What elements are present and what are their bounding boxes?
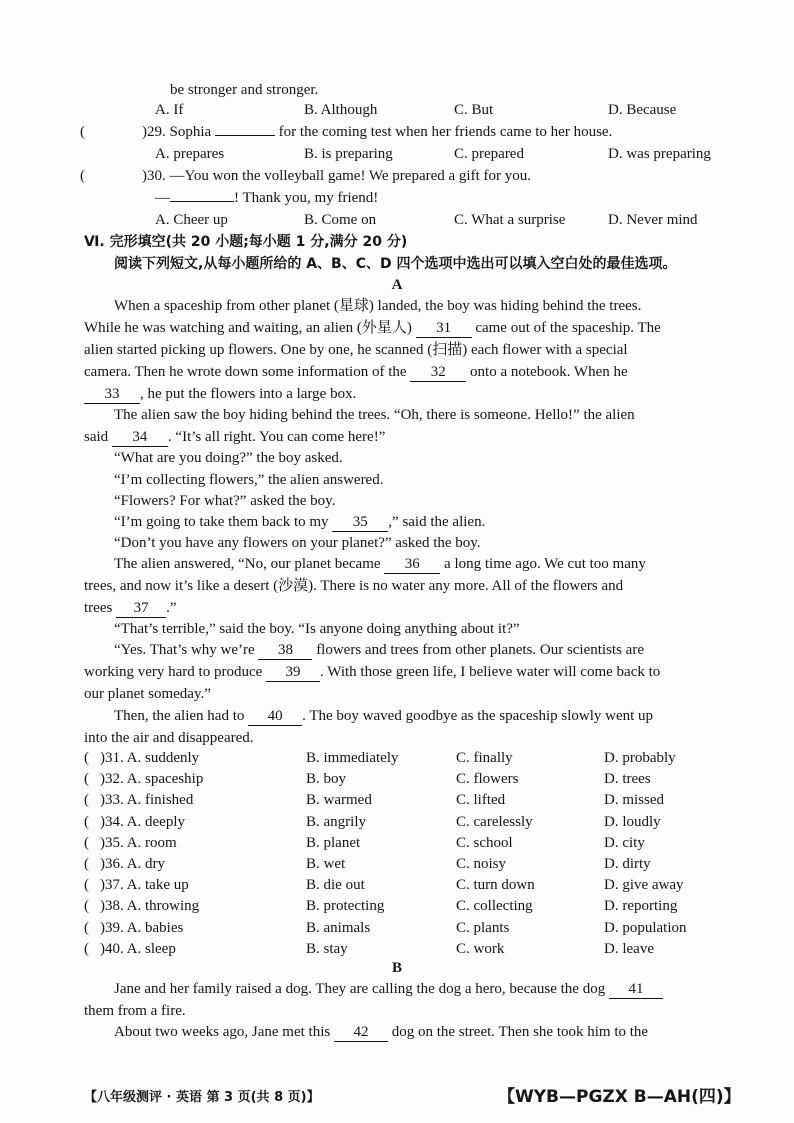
q38-option-a: )38. A. throwing (100, 898, 200, 915)
text-fragment: The alien answered, “No, our planet became (114, 556, 381, 572)
q36-option-d: D. dirty (604, 856, 651, 872)
passage-a-line-2 (84, 318, 661, 338)
q29-paren: ( (80, 124, 85, 140)
q29-stem (142, 122, 612, 142)
q39-option-c: C. plants (456, 919, 510, 936)
blank-37[interactable]: 37 (116, 600, 166, 618)
passage-a-line-6: The alien saw the boy hiding behind the trees. “Oh, there is someone. Hello!” the alien (114, 407, 635, 423)
q32-option-a: )32. A. spaceship (100, 771, 204, 788)
text-fragment: .” (166, 600, 177, 616)
q38-option-c: C. collecting (456, 898, 533, 915)
q33-option-a: )33. A. finished (100, 792, 194, 809)
q37-option-d: D. give away (604, 877, 684, 894)
passage-b-line-1 (114, 979, 663, 999)
q36-option-c: C. noisy (456, 856, 507, 872)
q29-option-b: B. is preparing (304, 146, 393, 162)
q35-option-b: B. planet (306, 834, 361, 851)
q33-option-b: B. warmed (306, 792, 372, 809)
passage-a-line-8: “What are you doing?” the boy asked. (114, 450, 343, 466)
blank-40[interactable]: 40 (248, 708, 302, 726)
passage-a-line-4 (84, 362, 628, 382)
q34-answer-paren[interactable]: ( (84, 813, 89, 830)
q37-option-a: )37. A. take up (100, 877, 189, 894)
q30-option-d: D. Never mind (608, 212, 698, 228)
text-fragment: . With those green life, I believe water will come back to (320, 664, 661, 680)
section-instruction: 阅读下列短文,从每小题所给的 A、B、C、D 四个选项中选出可以填入空白处的最佳选项。 (114, 256, 677, 272)
q33-option-d: D. missed (604, 792, 664, 809)
text-fragment: flowers and trees from other planets. Our scientists are (316, 642, 644, 658)
q37-option-b: B. die out (306, 877, 365, 894)
text-fragment: a long time ago. We cut too many (444, 556, 646, 572)
q39-answer-paren[interactable]: ( (84, 919, 89, 936)
q30-paren: ( (80, 168, 85, 184)
passage-b-line-3 (114, 1022, 648, 1042)
passage-a-line-13 (114, 554, 646, 574)
blank-36[interactable]: 36 (384, 556, 440, 574)
text-fragment: trees (84, 600, 113, 616)
passage-a-line-19: our planet someday.” (84, 686, 211, 702)
q32-option-b: B. boy (306, 771, 347, 788)
blank-41[interactable]: 41 (609, 981, 663, 999)
q28-option-d: D. Because (608, 102, 677, 118)
footer-page-info: 【八年级测评 · 英语 第 3 页(共 8 页)】 (84, 1090, 320, 1105)
blank-39[interactable]: 39 (266, 664, 320, 682)
q31-option-d: D. probably (604, 750, 676, 766)
q28-option-a: A. If (155, 102, 184, 118)
q32-option-c: C. flowers (456, 771, 519, 788)
q30-answer-blank[interactable] (170, 201, 234, 202)
q35-option-c: C. school (456, 834, 513, 851)
q35-option-a: )35. A. room (100, 834, 177, 851)
q33-option-c: C. lifted (456, 792, 506, 809)
q30-option-c: C. What a surprise (454, 212, 566, 228)
q36-answer-paren[interactable]: ( (84, 856, 89, 872)
passage-b-label: B (391, 960, 402, 976)
q39-option-a: )39. A. babies (100, 919, 184, 936)
q40-answer-paren[interactable]: ( (84, 940, 89, 957)
passage-a-line-21: into the air and disappeared. (84, 730, 254, 746)
text-fragment: ,” said the alien. (388, 514, 486, 530)
q40-option-c: C. work (456, 940, 505, 957)
blank-38[interactable]: 38 (258, 642, 312, 660)
text-fragment: . The boy waved goodbye as the spaceship slowly went up (302, 708, 654, 724)
passage-a-line-9: “I’m collecting flowers,” the alien answered. (114, 472, 384, 488)
q28-option-b: B. Although (304, 102, 378, 118)
passage-a-label: A (391, 277, 403, 293)
q37-option-c: C. turn down (456, 877, 535, 894)
q40-option-b: B. stay (306, 940, 348, 957)
passage-a-line-16: “That’s terrible,” said the boy. “Is anyone doing anything about it?” (114, 621, 520, 637)
text-fragment: While he was watching and waiting, an alien (外星人) (84, 320, 412, 336)
q31-answer-paren[interactable]: ( (84, 750, 89, 766)
passage-a-line-17 (114, 640, 644, 660)
q31-option-a: )31. A. suddenly (100, 750, 200, 766)
text-fragment: said (84, 429, 109, 445)
text-fragment: , he put the flowers into a large box. (140, 386, 357, 402)
q36-option-b: B. wet (306, 856, 346, 872)
blank-33[interactable]: 33 (84, 386, 140, 404)
text-fragment: came out of the spaceship. The (475, 320, 661, 336)
passage-a-line-14: trees, and now it’s like a desert (沙漠). There is no water any more. All of the flowers and (84, 578, 624, 594)
passage-a-line-11 (114, 512, 485, 532)
passage-a-line-5 (84, 384, 356, 404)
q38-option-d: D. reporting (604, 898, 678, 915)
q29-stem-end: for the coming test when her friends came to her house. (278, 124, 613, 140)
q37-answer-paren[interactable]: ( (84, 877, 89, 894)
q28-option-c: C. But (454, 102, 494, 118)
q39-option-b: B. animals (306, 919, 371, 936)
q38-answer-paren[interactable]: ( (84, 898, 89, 915)
q34-option-d: D. loudly (604, 813, 661, 830)
passage-a-line-3: alien started picking up flowers. One by one, he scanned (扫描) each flower with a special (84, 342, 628, 358)
q32-answer-paren[interactable]: ( (84, 771, 89, 788)
q38-option-b: B. protecting (306, 898, 385, 915)
q34-option-b: B. angrily (306, 813, 366, 830)
q30-stem: )30. —You won the volleyball game! We prepared a gift for you. (142, 168, 531, 184)
q30-reply (155, 188, 378, 208)
passage-a-line-7 (84, 427, 385, 447)
blank-32[interactable]: 32 (410, 364, 466, 382)
text-fragment: dog on the street. Then she took him to the (391, 1024, 649, 1040)
q31-option-c: C. finally (456, 750, 513, 766)
q30-option-a: A. Cheer up (155, 212, 228, 228)
q29-answer-blank[interactable] (215, 135, 275, 136)
q29-option-d: D. was preparing (608, 146, 711, 162)
q32-option-d: D. trees (604, 771, 651, 788)
footer-code: 【WYB—PGZX B—AH(四)】 (498, 1087, 741, 1107)
text-fragment: Then, the alien had to (114, 708, 245, 724)
q40-option-d: D. leave (604, 940, 654, 957)
q33-answer-paren[interactable]: ( (84, 792, 89, 809)
text-fragment: About two weeks ago, Jane met this (114, 1024, 331, 1040)
q29-option-c: C. prepared (454, 146, 524, 162)
q30-reply-text: ! Thank you, my friend! (234, 190, 379, 206)
passage-b-line-2: them from a fire. (84, 1003, 186, 1019)
text-fragment: “Yes. That’s why we’re (114, 642, 255, 658)
q29-option-a: A. prepares (155, 146, 225, 162)
text-fragment: . “It’s all right. You can come here!” (167, 429, 386, 445)
q31-option-b: B. immediately (306, 750, 399, 766)
text-fragment: onto a notebook. When he (470, 364, 628, 380)
q34-option-c: C. carelessly (456, 813, 533, 830)
text-fragment: “I’m going to take them back to my (114, 514, 329, 530)
q30-option-b: B. Come on (304, 212, 377, 228)
text-fragment: Jane and her family raised a dog. They are calling the dog a hero, because the dog (114, 981, 606, 997)
q36-option-a: )36. A. dry (100, 856, 165, 872)
blank-35[interactable]: 35 (332, 514, 388, 532)
q35-option-d: D. city (604, 834, 645, 851)
q34-option-a: )34. A. deeply (100, 813, 185, 830)
passage-a-line-12: “Don’t you have any flowers on your planet?” asked the boy. (114, 535, 481, 551)
passage-a-line-10: “Flowers? For what?” asked the boy. (114, 493, 336, 509)
section-title: Ⅵ. 完形填空(共 20 小题;每小题 1 分,满分 20 分) (84, 234, 408, 250)
q39-option-d: D. population (604, 919, 687, 936)
blank-31[interactable]: 31 (416, 320, 472, 338)
passage-a-line-20 (114, 706, 653, 726)
q29-stem-start: )29. Sophia (142, 124, 212, 140)
passage-a-line-15 (84, 598, 177, 618)
q28-continuation: be stronger and stronger. (170, 82, 319, 98)
blank-34[interactable]: 34 (112, 429, 168, 447)
passage-a-line-1: When a spaceship from other planet (星球) landed, the boy was hiding behind the trees. (114, 298, 642, 314)
q30-dash: — (155, 190, 170, 206)
text-fragment: camera. Then he wrote down some information of the (84, 364, 407, 380)
passage-a-line-18 (84, 662, 660, 682)
q40-option-a: )40. A. sleep (100, 940, 176, 957)
q35-answer-paren[interactable]: ( (84, 834, 89, 851)
text-fragment: working very hard to produce (84, 664, 263, 680)
blank-42[interactable]: 42 (334, 1024, 388, 1042)
